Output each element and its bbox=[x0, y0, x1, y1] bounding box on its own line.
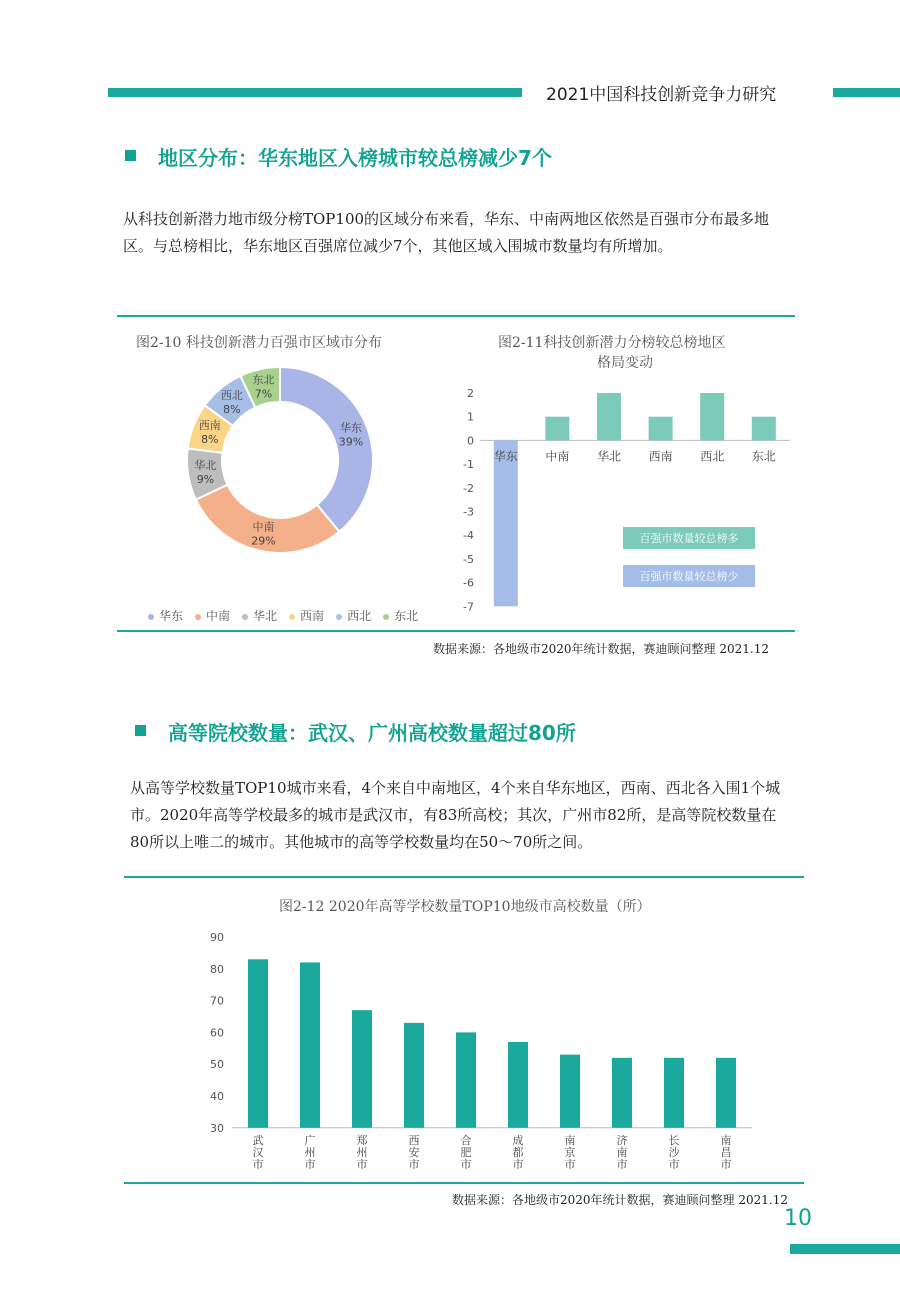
x-tick-label: 华北 bbox=[596, 449, 622, 464]
y-tick-label: 90 bbox=[210, 931, 224, 944]
x-tick-label: 南京市 bbox=[564, 1133, 576, 1171]
donut-chart bbox=[120, 355, 450, 595]
y-tick-label: -3 bbox=[463, 505, 474, 519]
legend-item bbox=[148, 607, 183, 624]
y-tick-label: 40 bbox=[210, 1090, 224, 1103]
y-tick-label: -1 bbox=[463, 458, 474, 472]
y-tick-label: -7 bbox=[463, 600, 474, 614]
legend-item bbox=[289, 607, 324, 624]
bar bbox=[597, 393, 621, 440]
bar bbox=[352, 1010, 372, 1128]
bar bbox=[612, 1058, 632, 1128]
bar bbox=[664, 1058, 684, 1128]
y-tick-label: 30 bbox=[210, 1121, 224, 1135]
data-source: 数据来源：各地级市2020年统计数据，赛迪顾问整理 2021.12 bbox=[433, 642, 769, 656]
bar bbox=[700, 393, 724, 440]
x-tick-label: 广州市 bbox=[304, 1133, 316, 1171]
y-tick-label: -5 bbox=[463, 552, 474, 566]
x-tick-label: 华东 bbox=[493, 449, 518, 464]
legend-swatch bbox=[383, 614, 389, 620]
slice-value-label: 39% bbox=[338, 435, 364, 449]
legend-label: 西南 bbox=[300, 609, 325, 623]
donut-legend bbox=[148, 605, 430, 624]
legend-label: 东北 bbox=[394, 609, 419, 623]
x-tick-label: 西南 bbox=[648, 449, 673, 464]
bar bbox=[649, 417, 673, 441]
slice-category-label: 西南 bbox=[198, 419, 221, 433]
slice-value-label: 9% bbox=[196, 472, 215, 486]
bar bbox=[494, 440, 518, 606]
header-bar-left bbox=[108, 88, 522, 97]
legend-item bbox=[195, 607, 230, 624]
bar bbox=[716, 1058, 736, 1128]
bar bbox=[248, 959, 268, 1128]
x-tick-label: 西安市 bbox=[408, 1133, 420, 1171]
donut-slice-0 bbox=[280, 367, 373, 532]
universities-chart bbox=[190, 925, 770, 1180]
x-tick-label: 武汉市 bbox=[252, 1133, 264, 1171]
region-change-chart bbox=[440, 375, 800, 615]
header-title: 2021中国科技创新竞争力研究 bbox=[546, 85, 777, 105]
y-tick-label: 1 bbox=[467, 410, 474, 424]
y-tick-label: 70 bbox=[210, 994, 224, 1008]
figure-bottom-rule bbox=[117, 630, 795, 632]
section-title: 地区分布：华东地区入榜城市较总榜减少7个 bbox=[158, 146, 552, 170]
slice-value-label: 29% bbox=[251, 534, 276, 548]
section-title: 高等院校数量：武汉、广州高校数量超过80所 bbox=[168, 721, 576, 745]
y-tick-label: -4 bbox=[463, 529, 474, 543]
chart-caption: 图2-11科技创新潜力分榜较总榜地区 bbox=[498, 335, 726, 351]
figure-top-rule bbox=[124, 876, 804, 878]
legend-swatch bbox=[148, 614, 154, 620]
legend-item bbox=[336, 607, 371, 624]
legend-label: 华北 bbox=[253, 609, 278, 623]
chart-caption: 图2-12 2020年高等学校数量TOP10地级市高校数量（所） bbox=[279, 899, 651, 915]
legend-label: 西北 bbox=[347, 609, 372, 623]
slice-category-label: 华北 bbox=[194, 458, 217, 472]
y-tick-label: 50 bbox=[210, 1058, 224, 1072]
x-tick-label: 中南 bbox=[545, 449, 570, 464]
bar bbox=[752, 417, 776, 441]
legend-swatch bbox=[195, 614, 201, 620]
y-tick-label: 60 bbox=[210, 1026, 224, 1040]
legend-label: 华东 bbox=[159, 609, 184, 623]
legend-label-less: 百强市数量较总榜少 bbox=[639, 570, 739, 583]
section-paragraph: 从科技创新潜力地市级分榜TOP100的区域分布来看，华东、中南两地区依然是百强市分布最多地区。与总榜相比，华东地区百强席位减少7个，其他区域入围城市数量均有所增加。 bbox=[123, 210, 770, 255]
slice-value-label: 7% bbox=[254, 387, 273, 401]
legend-label: 中南 bbox=[206, 609, 231, 623]
legend-swatch bbox=[242, 614, 248, 620]
x-tick-label: 合肥市 bbox=[460, 1133, 472, 1171]
x-tick-label: 郑州市 bbox=[356, 1133, 368, 1171]
legend-swatch bbox=[289, 614, 295, 620]
slice-category-label: 东北 bbox=[252, 373, 275, 387]
x-tick-label: 成都市 bbox=[512, 1133, 524, 1171]
section-paragraph: 从高等学校数量TOP10城市来看，4个来自中南地区，4个来自华东地区，西南、西北各入围1个城市。2020年高等学校最多的城市是武汉市，有83所高校；其次，广州市82所，是高等院校数量在80所以上唯二的城市。其他城市的高等学校数量均在50～70所之间。 bbox=[130, 779, 781, 851]
bar bbox=[508, 1042, 528, 1128]
slice-value-label: 8% bbox=[201, 433, 219, 447]
legend-label-more: 百强市数量较总榜多 bbox=[639, 532, 739, 545]
x-tick-label: 南昌市 bbox=[720, 1133, 732, 1171]
slice-category-label: 西北 bbox=[220, 388, 243, 402]
figure-bottom-rule bbox=[124, 1182, 804, 1184]
header-bar-right bbox=[833, 88, 900, 97]
x-tick-label: 东北 bbox=[751, 449, 776, 464]
bar bbox=[560, 1055, 580, 1128]
bar bbox=[300, 962, 320, 1127]
page-number: 10 bbox=[784, 1206, 812, 1231]
y-tick-label: 80 bbox=[210, 962, 224, 976]
chart-caption: 图2-10 科技创新潜力百强市区域市分布 bbox=[136, 335, 382, 351]
y-tick-label: 2 bbox=[467, 387, 474, 400]
y-tick-label: -6 bbox=[463, 576, 474, 590]
legend-swatch bbox=[336, 614, 342, 620]
slice-category-label: 华东 bbox=[340, 421, 363, 435]
section-marker bbox=[125, 150, 136, 161]
bar bbox=[545, 417, 569, 441]
x-tick-label: 长沙市 bbox=[668, 1133, 680, 1171]
legend-item bbox=[383, 607, 418, 624]
bar bbox=[456, 1032, 476, 1127]
section-marker bbox=[135, 725, 146, 736]
bar bbox=[404, 1023, 424, 1128]
data-source: 数据来源：各地级市2020年统计数据，赛迪顾问整理 2021.12 bbox=[452, 1193, 788, 1207]
x-tick-label: 西北 bbox=[700, 449, 725, 464]
slice-value-label: 8% bbox=[223, 402, 241, 416]
y-tick-label: -2 bbox=[463, 481, 474, 495]
legend-item bbox=[242, 607, 277, 624]
x-tick-label: 济南市 bbox=[616, 1133, 628, 1171]
chart-caption-line2: 格局变动 bbox=[597, 355, 653, 371]
footer-bar bbox=[790, 1244, 900, 1254]
figure-top-rule bbox=[117, 315, 795, 317]
slice-category-label: 中南 bbox=[252, 520, 275, 534]
y-tick-label: 0 bbox=[467, 434, 474, 448]
